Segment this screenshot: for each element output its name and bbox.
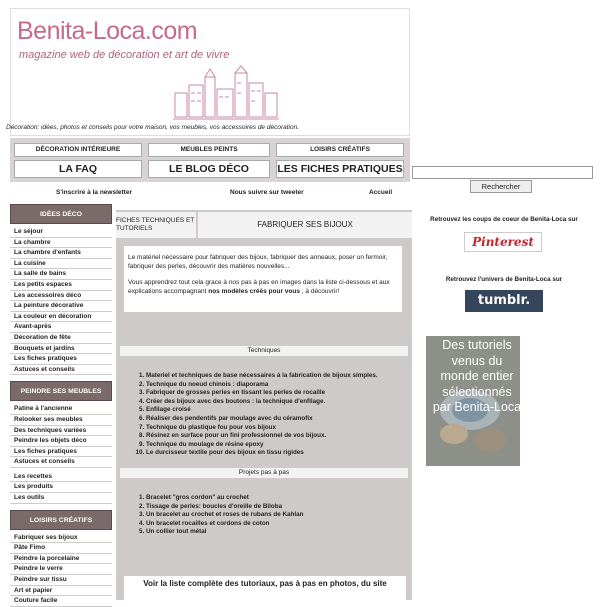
newsletter-link[interactable]: S'inscrire à la newsletter bbox=[56, 189, 132, 196]
project-link[interactable]: 4. Un bracelet rocailles et cordons de coton bbox=[146, 520, 408, 529]
nav-blog-deco[interactable]: LE BLOG DÉCO bbox=[148, 160, 270, 178]
sidebar-item[interactable]: Couture facile bbox=[10, 596, 112, 607]
sidebar-item[interactable]: Relooker ses meubles bbox=[10, 415, 112, 426]
tumblr-logo[interactable]: tumblr. bbox=[465, 290, 543, 312]
intro-text bbox=[124, 246, 402, 312]
project-link[interactable]: 5. Un collier tout métal bbox=[146, 528, 408, 537]
technique-link[interactable]: 3. Fabriquer de grosses perles en tissant les perles de rocaille bbox=[146, 389, 408, 398]
sidebar-heading-idees-deco: IDÉES DÉCO bbox=[10, 204, 112, 224]
sidebar-list-idees bbox=[10, 227, 112, 375]
sidebar-item[interactable]: Peindre la porcelaine bbox=[10, 554, 112, 565]
sidebar-item[interactable]: Les fiches pratiques bbox=[10, 354, 112, 365]
sidebar-item[interactable]: Les recettes bbox=[10, 472, 112, 483]
technique-link[interactable]: 10. Le durcisseur textile pour des bijoux en tissu rigides bbox=[146, 449, 408, 458]
sidebar-item[interactable]: Les accessoires déco bbox=[10, 291, 112, 302]
twitter-link[interactable]: Nous suivre sur tweeter bbox=[230, 189, 304, 196]
nav-fiches-pratiques[interactable]: LES FICHES PRATIQUES bbox=[276, 160, 404, 178]
sidebar-list-extra bbox=[10, 472, 112, 504]
sidebar-item[interactable]: Avant-après bbox=[10, 322, 112, 333]
sidebar-list-loisirs bbox=[10, 533, 112, 607]
sidebar-heading-peindre-meubles: PEINDRE SES MEUBLES bbox=[10, 381, 112, 401]
site-subtitle: magazine web de décoration et art de vivre bbox=[19, 49, 230, 61]
technique-link[interactable]: 1. Materiel et techniques de base nécessaires à la fabrication de bijoux simples. bbox=[146, 372, 408, 381]
pinterest-caption: Retrouvez les coups de coeur de Benita-Loca sur bbox=[430, 216, 578, 223]
technique-link[interactable]: 9. Technique du moulage de résine epoxy bbox=[146, 441, 408, 450]
left-sidebar bbox=[10, 204, 112, 607]
projects-section bbox=[120, 488, 408, 548]
sidebar-item[interactable]: Astuces et conseils bbox=[10, 457, 112, 468]
sidebar-item[interactable]: La salle de bains bbox=[10, 269, 112, 280]
promo-text: Des tutoriels venus du monde entier sélectionnés par Benita-Loca bbox=[432, 338, 522, 414]
intro-paragraph-2 bbox=[128, 279, 398, 296]
technique-link[interactable]: 6. Réaliser des pendentifs par moulage avec du céramofix bbox=[146, 415, 408, 424]
nav-faq[interactable]: LA FAQ bbox=[14, 160, 142, 178]
sidebar-item[interactable]: La chambre d'enfants bbox=[10, 248, 112, 259]
sidebar-item[interactable]: Les produits bbox=[10, 482, 112, 493]
search-input[interactable] bbox=[412, 166, 593, 179]
sidebar-item[interactable]: Décoration de fête bbox=[10, 333, 112, 344]
nav-loisirs-creatifs[interactable]: LOISIRS CRÉATIFS bbox=[276, 143, 404, 157]
technique-link[interactable]: 4. Créer des bijoux avec des boutons : la technique d'enfilage. bbox=[146, 398, 408, 407]
sidebar-item[interactable]: Bouquets et jardins bbox=[10, 344, 112, 355]
sidebar-heading-loisirs-creatifs: LOISIRS CRÉATIFS bbox=[10, 510, 112, 530]
promo-tutorials-banner[interactable] bbox=[426, 336, 520, 466]
intro-text-end: , à découvrir! bbox=[299, 287, 340, 295]
site-description: Décoration: idées, photos et conseils pour votre maison, vos meubles, vos accessoires de décoration. bbox=[6, 124, 300, 131]
breadcrumb[interactable]: FICHES TECHNIQUES ET TUTORIELS bbox=[116, 212, 196, 238]
sidebar-item[interactable]: Pâte Fimo bbox=[10, 543, 112, 554]
sidebar-item[interactable]: Peindre le verre bbox=[10, 564, 112, 575]
tumblr-caption: Retrouvez l'univers de Benita-Loca sur bbox=[445, 276, 563, 283]
site-header bbox=[10, 8, 410, 136]
sidebar-item[interactable]: La peinture décorative bbox=[10, 301, 112, 312]
projects-list bbox=[120, 488, 408, 537]
page-title: FABRIQUER SES BIJOUX bbox=[198, 212, 412, 238]
header-photo bbox=[171, 63, 281, 121]
pinterest-logo[interactable]: Pinterest bbox=[464, 232, 542, 252]
nav-decoration-interieure[interactable]: DÉCORATION INTÉRIEURE bbox=[14, 143, 142, 157]
tutorials-link[interactable]: Voir la liste complète des tutoriaux, pas à pas en photos, du site bbox=[124, 576, 406, 606]
sidebar-item[interactable]: La cuisine bbox=[10, 259, 112, 270]
sidebar-item[interactable]: Art et papier bbox=[10, 586, 112, 597]
project-link[interactable]: 1. Bracelet "gros cordon" au crochet bbox=[146, 494, 408, 503]
project-link[interactable]: 3. Un bracelet au crochet et roses de rubans de Kahlan bbox=[146, 511, 408, 520]
sidebar-list-meubles bbox=[10, 404, 112, 468]
sidebar-item[interactable]: Des techniques variées bbox=[10, 426, 112, 437]
main-navigation bbox=[10, 138, 410, 182]
sidebar-item[interactable]: Les fiches pratiques bbox=[10, 447, 112, 458]
main-content bbox=[116, 210, 412, 600]
sidebar-item[interactable]: Peindre sur tissu bbox=[10, 575, 112, 586]
techniques-heading: Techniques bbox=[120, 346, 408, 356]
search-button[interactable]: Rechercher bbox=[470, 180, 532, 193]
sidebar-item[interactable]: Peindre les objets déco bbox=[10, 436, 112, 447]
sidebar-item[interactable]: Fabriquer ses bijoux bbox=[10, 533, 112, 544]
sidebar-item[interactable]: Astuces et conseils bbox=[10, 365, 112, 376]
techniques-section bbox=[120, 366, 408, 466]
intro-text-part: Vous apprendrez tout cela grace à nos pas à pas en images dans la liste ci-dessous et aux explications accompagnant bbox=[128, 279, 390, 295]
project-link[interactable]: 2. Tissage de perles: boucles d'oreille de Biloba bbox=[146, 503, 408, 512]
technique-link[interactable]: 5. Enfilage croisé bbox=[146, 406, 408, 415]
technique-link[interactable]: 7. Technique du plastique fou pour vos bijoux bbox=[146, 424, 408, 433]
nav-meubles-peints[interactable]: MEUBLES PEINTS bbox=[148, 143, 270, 157]
techniques-list bbox=[120, 366, 408, 458]
site-title[interactable]: Benita-Loca.com bbox=[17, 17, 198, 45]
home-link[interactable]: Accueil bbox=[369, 189, 393, 196]
sidebar-item[interactable]: Le séjour bbox=[10, 227, 112, 238]
projects-heading: Projets pas à pas bbox=[120, 468, 408, 478]
technique-link[interactable]: 8. Résinez en surface pour un fini professionnel de vos bijoux. bbox=[146, 432, 408, 441]
secondary-navigation bbox=[10, 186, 410, 200]
intro-emphasis: nos modèles créés pour vous bbox=[208, 287, 300, 295]
sidebar-item[interactable]: Les petits espaces bbox=[10, 280, 112, 291]
technique-link[interactable]: 2. Technique du noeud chinois : diaporama bbox=[146, 381, 408, 390]
sidebar-item[interactable]: Patine à l'ancienne bbox=[10, 404, 112, 415]
intro-paragraph-1: Le matériel nécessaire pour fabriquer des bijoux, fabriquer des anneaux, poser un fermoir, fabriquer des perles, découvrir des matières nouvelles... bbox=[128, 254, 388, 270]
sidebar-item[interactable]: Les outils bbox=[10, 493, 112, 504]
sidebar-item[interactable]: La chambre bbox=[10, 238, 112, 249]
sidebar-item[interactable]: La couleur en décoration bbox=[10, 312, 112, 323]
